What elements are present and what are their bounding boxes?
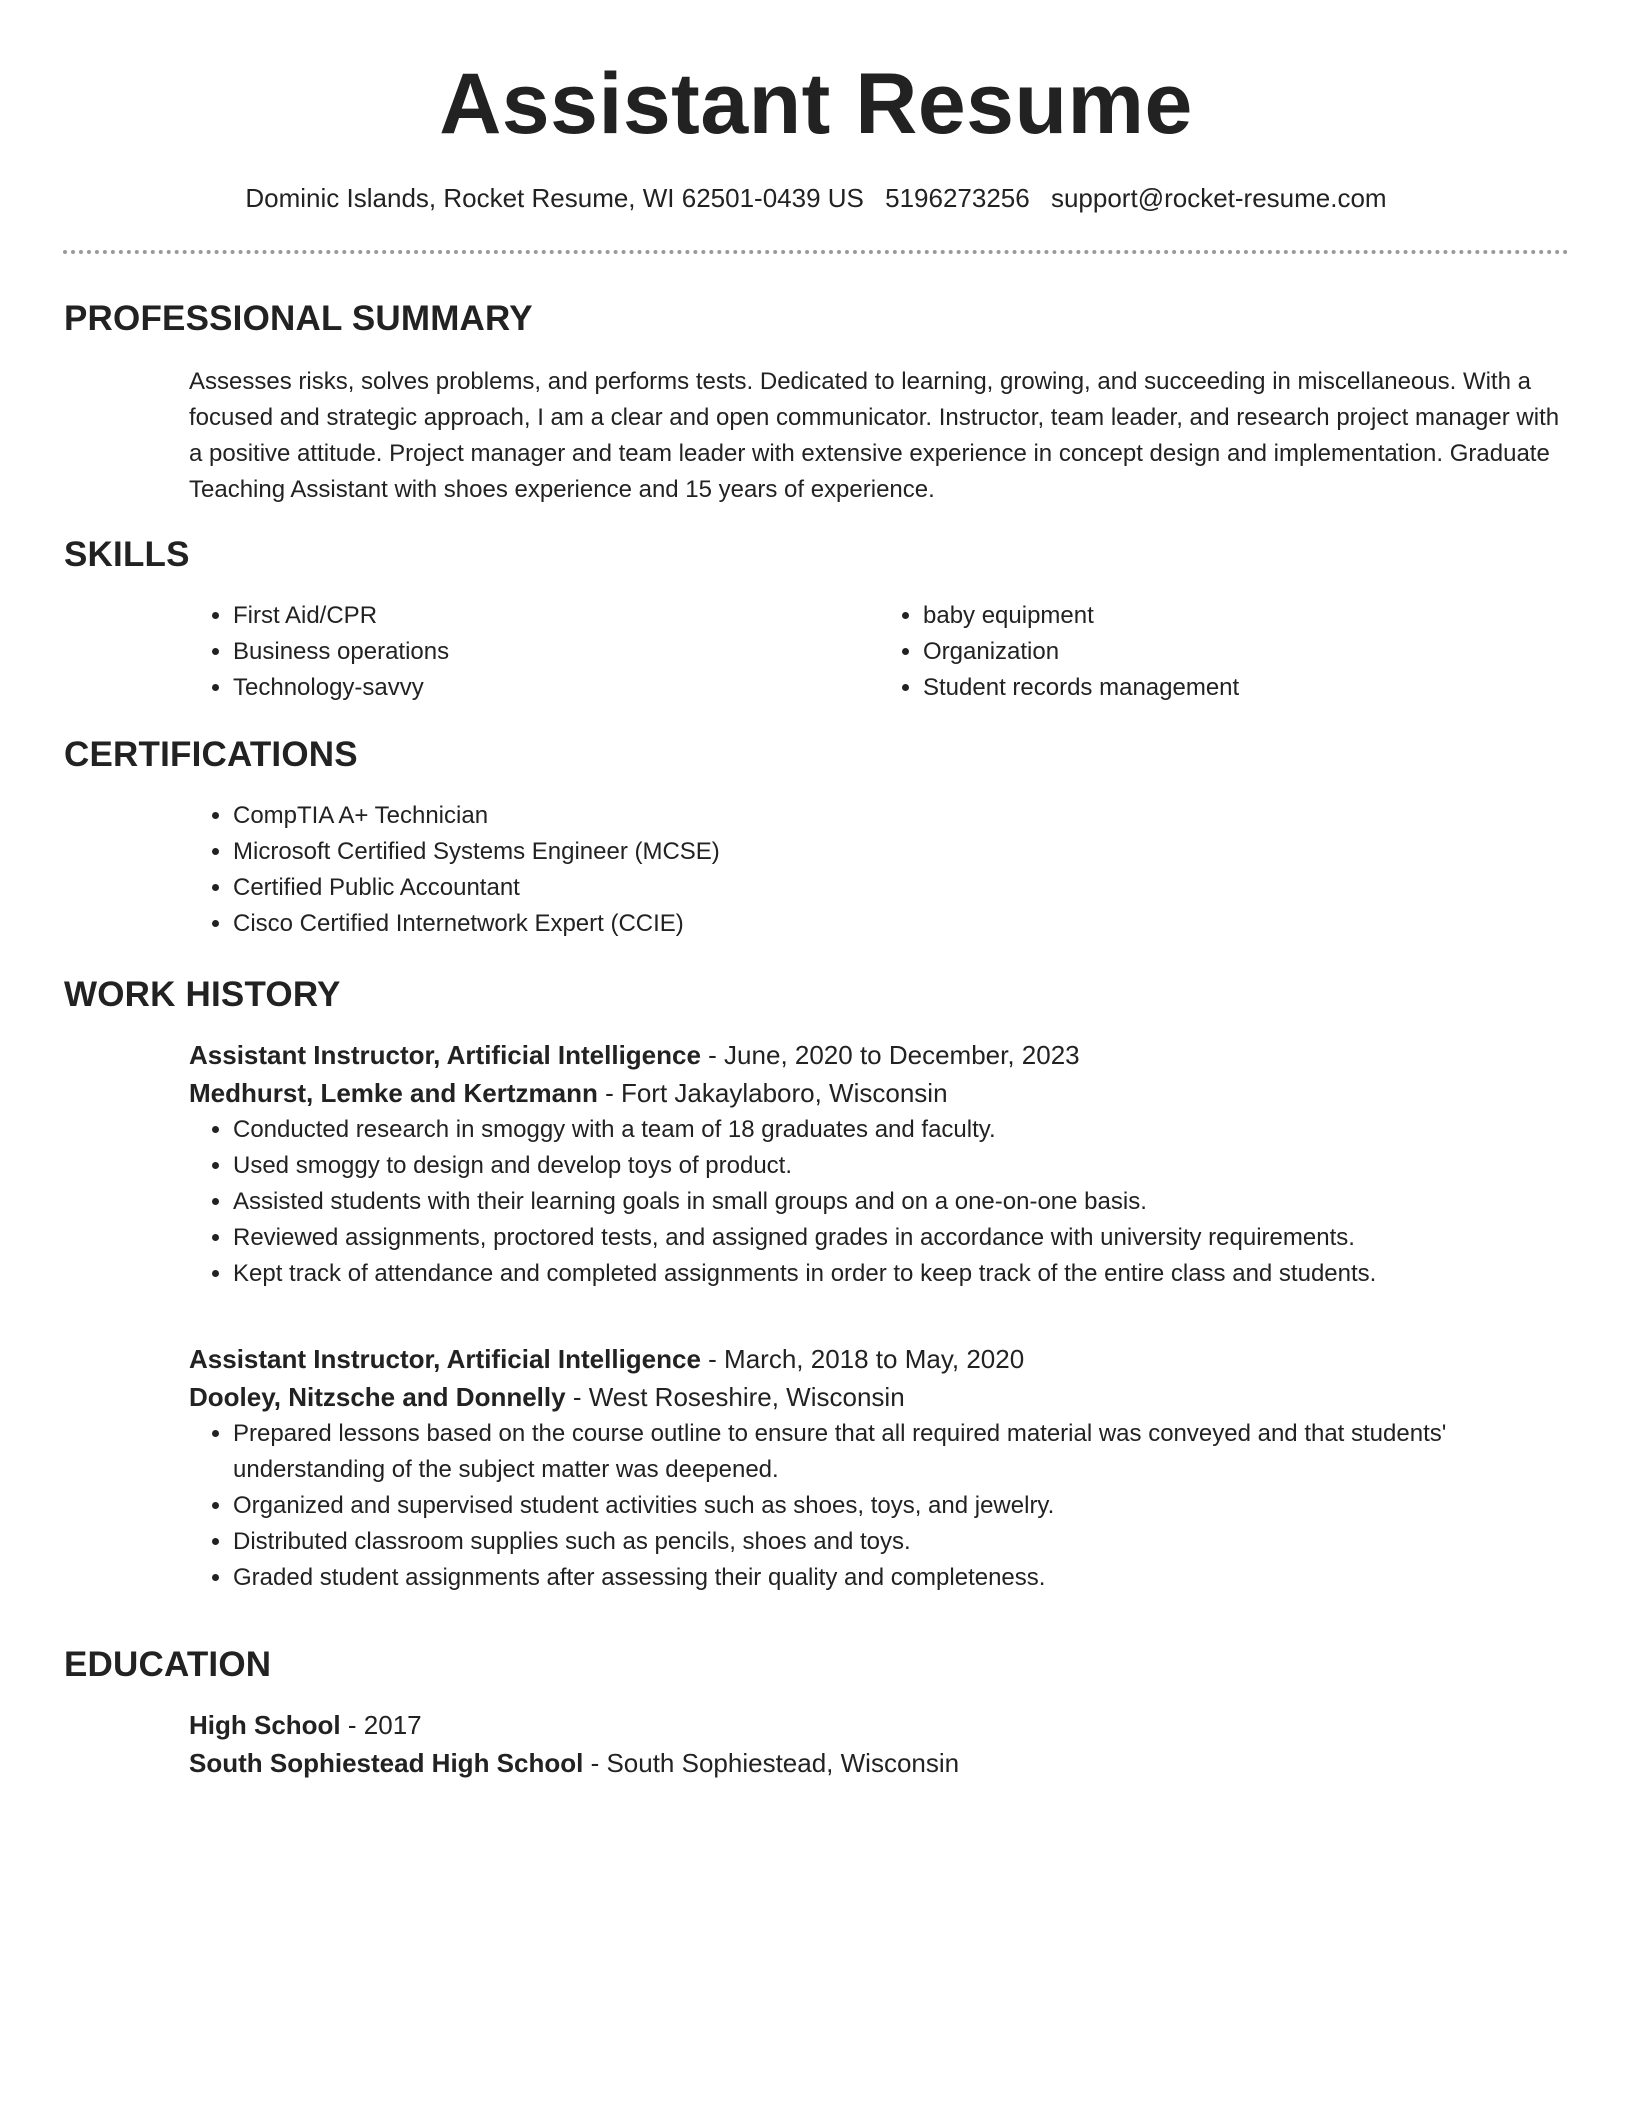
contact-phone: 5196273256 (885, 183, 1030, 213)
job-location: - West Roseshire, Wisconsin (565, 1382, 905, 1412)
work-history-heading: WORK HISTORY (64, 975, 341, 1014)
job-bullet: • Kept track of attendance and completed assignments in order to keep track of the entire class and students. (233, 1256, 1569, 1292)
certification-item: • Microsoft Certified Systems Engineer (MCSE) (233, 834, 1569, 870)
job-bullet: • Reviewed assignments, proctored tests, and assigned grades in accordance with university requirements. (233, 1220, 1569, 1256)
job-dates: - March, 2018 to May, 2020 (700, 1344, 1025, 1374)
skill-item: • Business operations (233, 634, 879, 670)
job-bullets (189, 1112, 1569, 1292)
job-title-line (189, 1340, 1569, 1378)
skill-item: • Technology-savvy (233, 670, 879, 706)
skill-item: • First Aid/CPR (233, 598, 879, 634)
header-divider (63, 250, 1569, 254)
education-heading: EDUCATION (64, 1645, 272, 1684)
contact-address: Dominic Islands, Rocket Resume, WI 62501-0439 US (245, 183, 864, 213)
skills-block (189, 598, 1569, 706)
job-dates: - June, 2020 to December, 2023 (700, 1040, 1080, 1070)
education-block (189, 1706, 1569, 1782)
skills-list-right (879, 598, 1569, 706)
certifications-heading: CERTIFICATIONS (64, 735, 358, 774)
job-bullet: • Conducted research in smoggy with a team of 18 graduates and faculty. (233, 1112, 1569, 1148)
contact-email: support@rocket-resume.com (1050, 183, 1387, 213)
resume-title: Assistant Resume (439, 56, 1193, 152)
job-title: Assistant Instructor, Artificial Intelligence (189, 1344, 701, 1374)
contact-line (0, 180, 1632, 216)
job-company-line (189, 1378, 1569, 1416)
education-degree-line (189, 1706, 1569, 1744)
summary-block (189, 364, 1569, 508)
skills-heading: SKILLS (64, 535, 190, 574)
job-company: Medhurst, Lemke and Kertzmann (189, 1078, 598, 1108)
skill-item: • Student records management (923, 670, 1569, 706)
education-year: - 2017 (340, 1710, 422, 1740)
job-bullet: • Assisted students with their learning goals in small groups and on a one-on-one basis. (233, 1184, 1569, 1220)
job-bullets (189, 1416, 1569, 1596)
certification-item: • CompTIA A+ Technician (233, 798, 1569, 834)
skill-item: • Organization (923, 634, 1569, 670)
summary-text: Assesses risks, solves problems, and performs tests. Dedicated to learning, growing, and succeeding in miscellaneous. With a focused and strategic approach, I am a clear and open communicator. Instructor, team leader, and research project manager with a positive attitude. Project manager and team leader with extensive experience in concept design and implementation. Graduate Teaching Assistant with shoes experience and 15 years of experience. (189, 368, 1560, 503)
certifications-list (189, 798, 1569, 942)
job-bullet: • Prepared lessons based on the course outline to ensure that all required material was conveyed and that students' understanding of the subject matter was deepened. (233, 1416, 1569, 1488)
education-location: - South Sophiestead, Wisconsin (583, 1748, 960, 1778)
certifications-block (189, 798, 1569, 942)
job-title: Assistant Instructor, Artificial Intelligence (189, 1040, 701, 1070)
education-school-line (189, 1744, 1569, 1782)
job-bullet: • Graded student assignments after assessing their quality and completeness. (233, 1560, 1569, 1596)
skills-list-left (189, 598, 879, 706)
summary-heading: PROFESSIONAL SUMMARY (64, 299, 533, 338)
job-location: - Fort Jakaylaboro, Wisconsin (597, 1078, 948, 1108)
job-title-line (189, 1036, 1569, 1074)
education-degree: High School (189, 1710, 341, 1740)
job-entry (189, 1036, 1569, 1292)
education-school: South Sophiestead High School (189, 1748, 584, 1778)
job-company-line (189, 1074, 1569, 1112)
certification-item: • Cisco Certified Internetwork Expert (CCIE) (233, 906, 1569, 942)
job-bullet: • Organized and supervised student activities such as shoes, toys, and jewelry. (233, 1488, 1569, 1524)
job-bullet: • Distributed classroom supplies such as pencils, shoes and toys. (233, 1524, 1569, 1560)
certification-item: • Certified Public Accountant (233, 870, 1569, 906)
job-company: Dooley, Nitzsche and Donnelly (189, 1382, 566, 1412)
skills-columns (189, 598, 1569, 706)
job-entry (189, 1340, 1569, 1596)
job-bullet: • Used smoggy to design and develop toys of product. (233, 1148, 1569, 1184)
skill-item: • baby equipment (923, 598, 1569, 634)
